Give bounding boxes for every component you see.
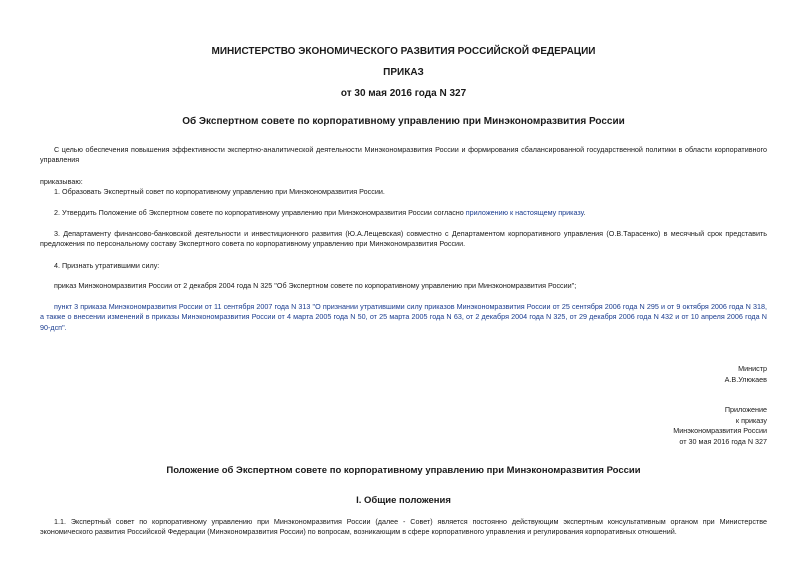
order-item-1: 1. Образовать Экспертный совет по корпоративному управлению при Минэкономразвития России. — [54, 187, 385, 196]
regulation-title: Положение об Экспертном совете по корпоративному управлению при Минэкономразвития России — [166, 465, 641, 476]
appendix-link[interactable]: приложению к настоящему приказу — [465, 208, 584, 217]
order-title: Об Экспертном совете по корпоративному управлению при Минэкономразвития России — [182, 116, 625, 127]
doc-type-heading: ПРИКАЗ — [383, 67, 424, 78]
signature-position: Министр — [738, 364, 767, 373]
intro-paragraph: С целью обеспечения повышения эффективности экспертно-аналитической деятельности Минэкономразвития России и формирования сбалансированной государственной политики в области корпоративного управления — [40, 145, 767, 165]
order-item-3: 3. Департаменту финансово-банковской деятельности и инвестиционного развития (Ю.А.Лещевская) совместно с Департаментом корпоративного управления (О.В.Тарасенко) в месячный срок представить предложения по персональному составу Экспертного совета по корпоративному управлению при Минэкономразвития России. — [40, 229, 767, 249]
order-item-4: 4. Признать утратившими силу: — [54, 261, 160, 270]
appendix-line-3: Минэкономразвития России — [673, 426, 767, 435]
repeal-item-1: приказ Минэкономразвития России от 2 декабря 2004 года N 325 "Об Экспертном совете по корпоративному управлению при Минэкономразвития России"; — [54, 281, 577, 290]
paragraph-1-1: 1.1. Экспертный совет по корпоративному управлению при Минэкономразвития России (далее - Совет) является постоянно действующим экспертным консультативным органом при Министерстве экономического развития Российской Федерации (Минэкономразвития России) по вопросам, возникающим в сфере корпоративного управления и регулирования корпоративных отношений. — [40, 517, 767, 537]
order-word: приказываю: — [40, 177, 83, 186]
order-item-2-end: . — [583, 208, 586, 217]
signature-name: А.В.Улюкаев — [724, 375, 767, 384]
order-item-2-text: 2. Утвердить Положение об Экспертном совете по корпоративному управлению при Минэкономразвития России согласно — [54, 208, 466, 217]
section-1-title: I. Общие положения — [356, 495, 451, 506]
appendix-line-1: Приложение — [724, 405, 767, 414]
repeal-item-2-link[interactable]: пункт 3 приказа Минэкономразвития России от 11 сентября 2007 года N 313 "О признании утратившими силу приказов Минэкономразвития России от 25 сентября 2006 года N 295 и от 9 октября 2006 года N 318, а также о внесении изменений в приказы Минэкономразвития России от 4 марта 2005 года N 50, от 25 марта 2005 года N 63, от 2 декабря 2004 года N 325, от 29 декабря 2006 года N 432 и от 10 апреля 2006 года N 90-дсп". — [40, 302, 767, 332]
doc-date-number: от 30 мая 2016 года N 327 — [340, 88, 467, 99]
ministry-heading: МИНИСТЕРСТВО ЭКОНОМИЧЕСКОГО РАЗВИТИЯ РОССИЙСКОЙ ФЕДЕРАЦИИ — [211, 46, 596, 57]
appendix-line-4: от 30 мая 2016 года N 327 — [679, 437, 767, 446]
appendix-line-2: к приказу — [735, 416, 767, 425]
order-item-2 — [54, 208, 585, 218]
